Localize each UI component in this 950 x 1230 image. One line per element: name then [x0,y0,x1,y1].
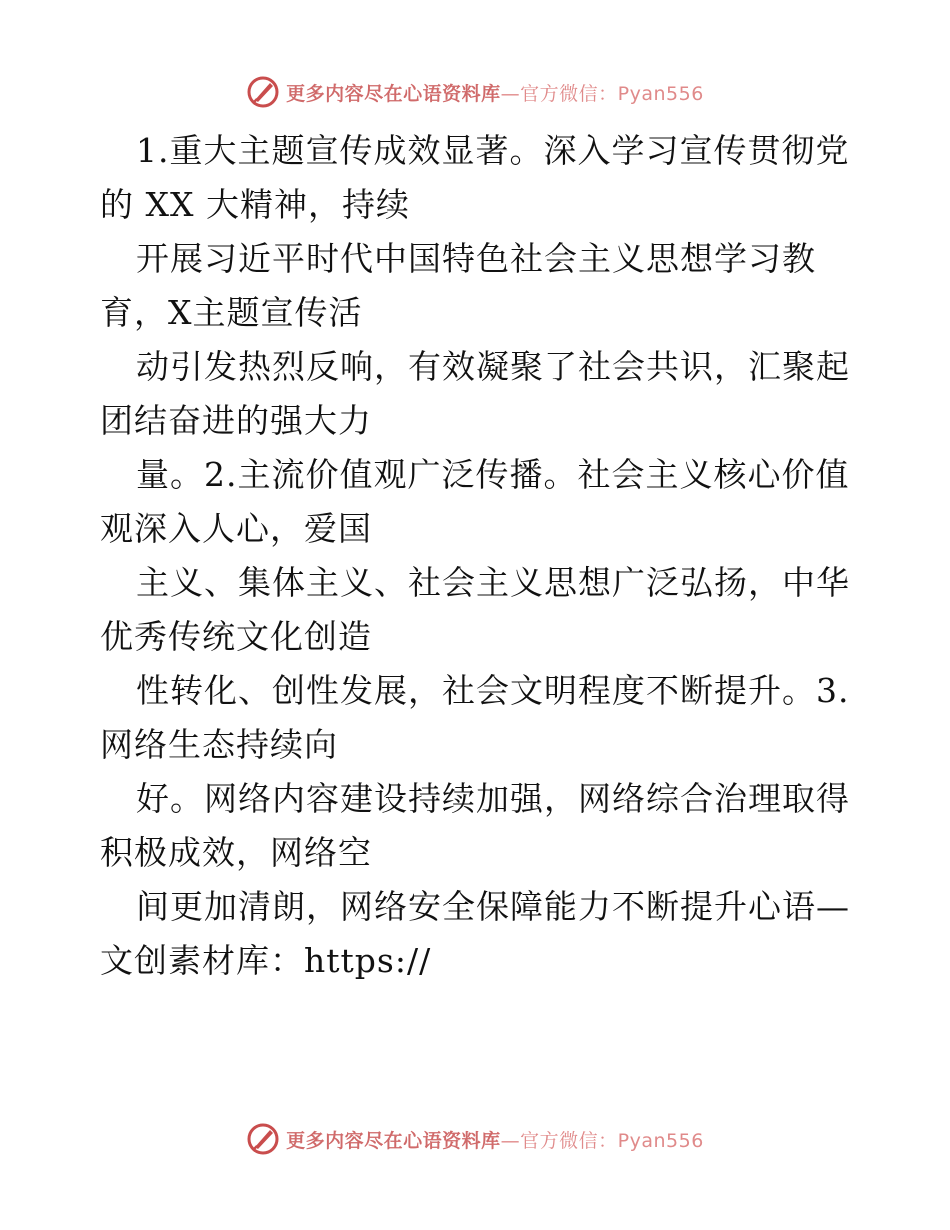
body-line: 好。网络内容建设持续加强，网络综合治理取得 [136,779,850,818]
footer-banner [0,1119,950,1159]
footer-banner-lead: 更多内容尽在心语资料库 [286,1129,501,1152]
body-line: 动引发热烈反响，有效凝聚了社会共识，汇聚起 [136,347,850,386]
footer-banner-text [286,1126,704,1153]
body-line: 1.重大主题宣传成效显著。深入学习宣传贯彻党 [136,131,850,170]
body-line: 间更加清朗，网络安全保障能力不断提升心语— [136,887,850,926]
body-line: 观深入人心，爱国 [100,509,372,548]
body-line: 性转化、创性发展，社会文明程度不断提升。3. [136,671,850,710]
document-body [100,124,860,988]
body-line: 开展习近平时代中国特色社会主义思想学习教 [136,239,816,278]
body-line: 积极成效，网络空 [100,833,372,872]
header-banner-content [246,75,704,109]
body-line: 量。2.主流价值观广泛传播。社会主义核心价值 [136,455,850,494]
header-banner-tail: —官方微信：Pyan556 [500,82,704,105]
footer-banner-tail: —官方微信：Pyan556 [500,1129,704,1152]
footer-banner-content [246,1122,704,1156]
header-banner [0,72,950,112]
body-line: 的 XX 大精神，持续 [100,185,410,224]
body-line: 团结奋进的强大力 [100,401,372,440]
body-line: 文创素材库：https:// [100,941,432,980]
body-line: 网络生态持续向 [100,725,338,764]
body-line: 育，X主题宣传活 [100,293,363,332]
quill-logo-icon [246,75,280,109]
header-banner-text [286,79,704,106]
quill-logo-icon [246,1122,280,1156]
body-line: 优秀传统文化创造 [100,617,372,656]
header-banner-lead: 更多内容尽在心语资料库 [286,82,501,105]
body-line: 主义、集体主义、社会主义思想广泛弘扬，中华 [136,563,850,602]
